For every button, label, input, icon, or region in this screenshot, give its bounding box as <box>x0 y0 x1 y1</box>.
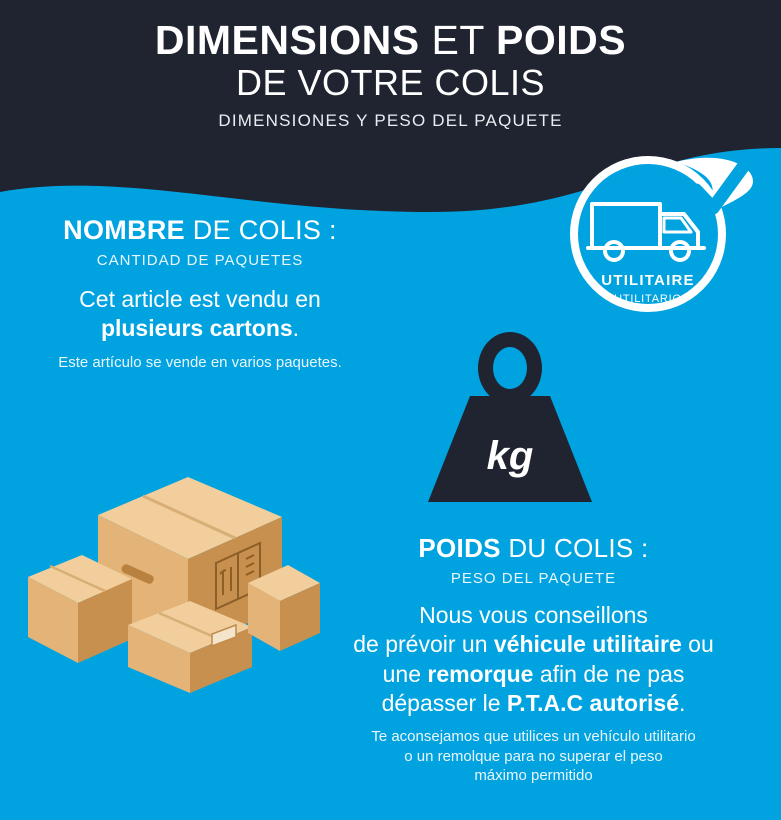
packages-body-bold: plusieurs cartons <box>100 315 293 342</box>
weight-body-fr <box>286 601 781 719</box>
page-subtitle-spanish: DIMENSIONES Y PESO DEL PAQUETE <box>218 111 563 131</box>
weight-section-title-es: PESO DEL PAQUETE <box>450 570 617 587</box>
weight-body-line3-bold: remorque <box>427 660 534 687</box>
weight-body-es-line3: máximo permitido <box>474 767 593 785</box>
title-word-poids: POIDS <box>496 17 627 63</box>
weight-section <box>286 533 781 786</box>
badge-label-fr: UTILITAIRE <box>601 272 695 289</box>
weight-body-line3-part2: afin de ne pas <box>533 660 685 687</box>
weight-kettlebell-icon <box>400 330 620 540</box>
weight-body-line1: Nous vous conseillons <box>419 602 648 628</box>
weight-body-line2-bold: véhicule utilitaire <box>493 631 682 658</box>
weight-body-line4-part1: dépasser le <box>381 690 507 717</box>
weight-body-line3-part1: une <box>382 660 428 687</box>
packages-section <box>0 215 400 372</box>
weight-title-bold: POIDS <box>418 533 501 563</box>
packages-section-title-es: CANTIDAD DE PAQUETES <box>96 252 304 269</box>
weight-title-rest: DU COLIS : <box>500 533 649 563</box>
packages-title-bold: NOMBRE <box>63 215 185 245</box>
badge-label-es: UTILITARIO <box>614 293 682 305</box>
weight-body-line2-part2: ou <box>681 631 714 658</box>
weight-body-es <box>286 727 781 786</box>
weight-body-line4-part2: . <box>679 690 686 717</box>
packages-section-title <box>0 215 400 246</box>
page-title-line2: DE VOTRE COLIS <box>235 61 546 103</box>
page-title-line1 <box>0 18 781 64</box>
packages-body-part1: Cet article est vendu en <box>79 286 321 312</box>
header-text-group <box>0 0 781 131</box>
packages-body-part2: . <box>292 315 300 342</box>
packages-body-fr <box>0 285 400 344</box>
weight-body-line2-part1: de prévoir un <box>353 631 494 658</box>
weight-body-es-line1: Te aconsejamos que utilices un vehículo utilitario <box>371 727 696 745</box>
title-word-dimensions: DIMENSIONS <box>154 17 420 63</box>
packages-title-rest: DE COLIS : <box>184 215 337 245</box>
weight-body-es-line2: o un remolque para no superar el peso <box>404 747 663 765</box>
weight-section-title <box>286 533 781 564</box>
title-word-et: ET <box>419 17 497 63</box>
weight-body-line4-bold: P.T.A.C autorisé <box>506 690 680 717</box>
weight-unit-label: kg <box>486 434 534 478</box>
utilitaire-badge <box>548 152 758 317</box>
packages-body-es: Este artículo se vende en varios paquetes. <box>58 353 342 371</box>
